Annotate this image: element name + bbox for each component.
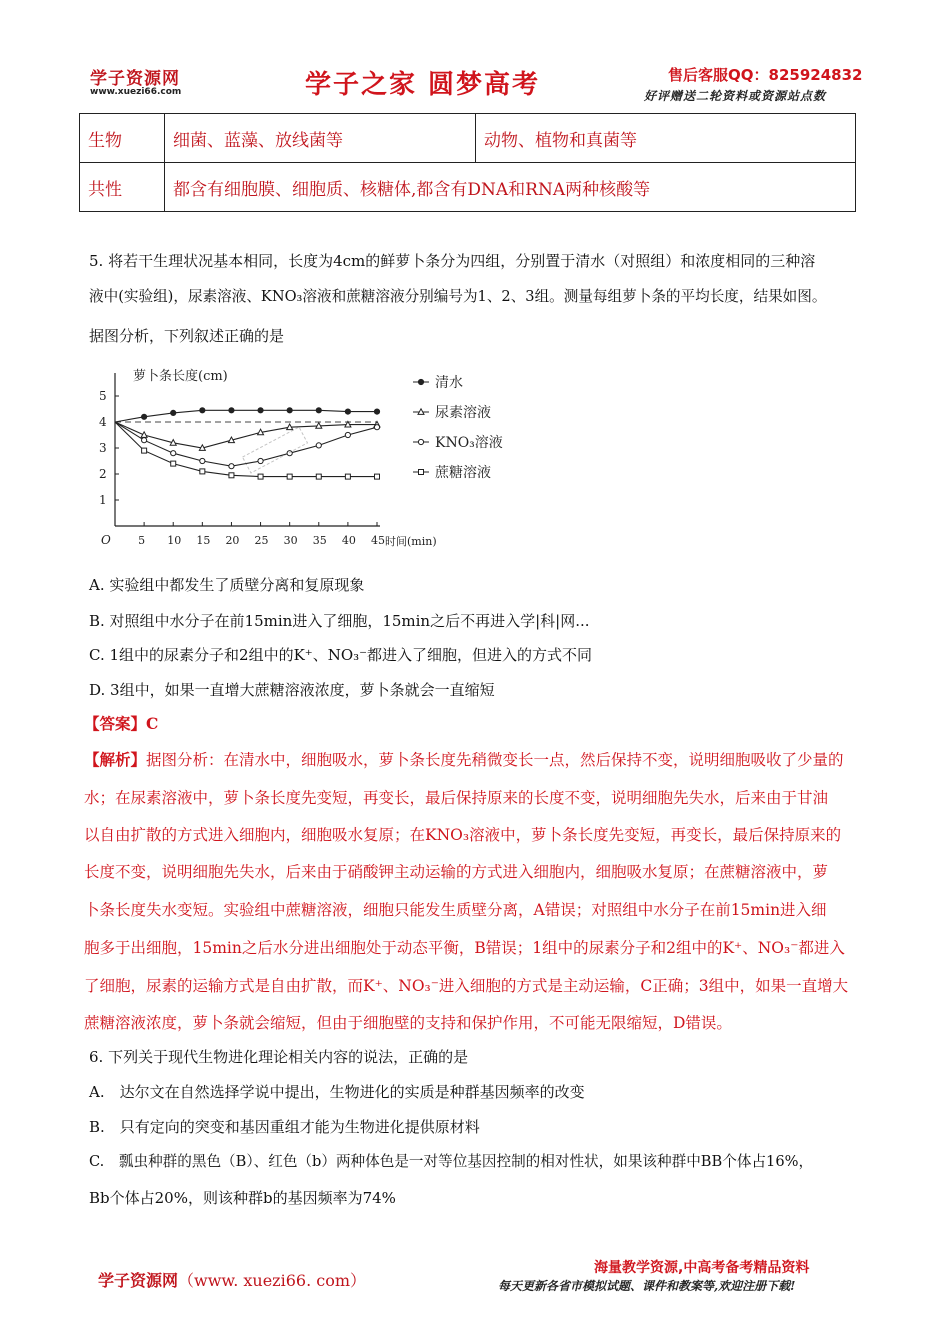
data-point [200, 408, 205, 413]
explanation-line: 长度不变，说明细胞先失水，后来由于硝酸钾主动运输的方式进入细胞内，细胞吸水复原；在蔗糖溶液中，萝 [84, 863, 829, 881]
footer-note: 每天更新各省市模拟试题、课件和教案等,欢迎注册下载! [498, 1279, 796, 1293]
y-tick-label: 5 [99, 389, 107, 403]
y-tick-label: 4 [99, 415, 107, 429]
legend-label: 尿素溶液 [435, 405, 491, 421]
data-point [374, 409, 379, 414]
q5-option-a: A. 实验组中都发生了质壁分离和复原现象 [89, 576, 365, 594]
table-row [80, 114, 856, 163]
header-logo-url: www.xuezi66.com [90, 87, 182, 97]
legend-label: 清水 [435, 375, 463, 391]
x-tick-label: 5 [138, 534, 146, 547]
data-point [316, 408, 321, 413]
explanation-line: 以自由扩散的方式进入细胞内，细胞吸水复原；在KNO₃溶液中，萝卜条长度先变短，再变长，最后保持原来的 [84, 826, 842, 844]
q5-option-b: B. 对照组中水分子在前15min进入了细胞，15min之后不再进入学|科|网... [89, 612, 590, 630]
footer-url: （www. xuezi66. com） [178, 1271, 367, 1290]
explanation-line: 胞多于出细胞，15min之后水分进出细胞处于动态平衡，B错误；1组中的尿素分子和2组中的K⁺、NO₃⁻都进入 [84, 939, 845, 957]
data-point [229, 464, 234, 469]
x-tick-label: 45 [371, 534, 385, 547]
data-point [200, 469, 205, 474]
legend-marker [418, 439, 423, 444]
series-line [115, 422, 377, 448]
footer-logo-title: 学子资源网 [98, 1271, 179, 1290]
explanation-line: 蔗糖溶液浓度，萝卜条就会缩短，但由于细胞壁的支持和保护作用，不可能无限缩短，D错误。 [84, 1014, 732, 1032]
legend-marker [419, 470, 424, 475]
length-chart [95, 355, 545, 555]
table-cell: 都含有细胞膜、细胞质、核糖体,都含有DNA和RNA两种核酸等 [165, 163, 856, 212]
q6-option-c-cont: Bb个体占20%，则该种群b的基因频率为74% [89, 1189, 396, 1207]
header-note: 好评赠送二轮资料或资源站点数 [644, 89, 827, 103]
series-line [115, 422, 377, 466]
legend-marker [418, 379, 423, 384]
data-point [200, 458, 205, 463]
footer-tagline: 海量教学资源,中高考备考精品资料 [594, 1260, 810, 1276]
data-point [316, 443, 321, 448]
q5-stem-line: 液中(实验组)，尿素溶液、KNO₃溶液和蔗糖溶液分别编号为1、2、3组。测量每组萝卜条的平均长度，结果如图。 [89, 288, 827, 305]
q5-stem-line: 5. 将若干生理状况基本相同，长度为4cm的鲜萝卜条分为四组，分别置于清水（对照组）和浓度相同的三种溶 [89, 252, 816, 270]
chart-xlabel: 时间(min) [385, 535, 437, 548]
y-tick-label: 3 [99, 441, 107, 455]
data-point [229, 473, 234, 478]
table-cell: 动物、植物和真菌等 [476, 114, 856, 163]
q5-explanation [84, 750, 874, 770]
chart-ylabel: 萝卜条长度(cm) [133, 369, 228, 384]
q6-option-c: C. 瓢虫种群的黑色（B）、红色（b）两种体色是一对等位基因控制的相对性状，如果该种群中BB个体占16%， [89, 1153, 814, 1170]
data-point [345, 409, 350, 414]
data-point [287, 408, 292, 413]
x-tick-label: 40 [341, 534, 356, 547]
data-point [316, 474, 321, 479]
x-tick-label: 35 [312, 534, 327, 547]
header-slogan: 学子之家 圆梦高考 [305, 70, 541, 100]
x-tick-label: 30 [283, 534, 298, 547]
data-point [258, 408, 263, 413]
q6-stem: 6. 下列关于现代生物进化理论相关内容的说法，正确的是 [89, 1048, 469, 1066]
q6-option-a: A. 达尔文在自然选择学说中提出，生物进化的实质是种群基因频率的改变 [89, 1083, 585, 1101]
legend-label: KNO₃溶液 [435, 435, 503, 451]
table-cell: 生物 [80, 114, 165, 163]
q5-answer: 【答案】C [84, 714, 159, 733]
x-tick-label: 15 [196, 534, 211, 547]
data-point [287, 474, 292, 479]
q6-option-b: B. 只有定向的突变和基因重组才能为生物进化提供原材料 [89, 1118, 480, 1136]
y-tick-label: 2 [99, 467, 107, 481]
data-point [142, 414, 147, 419]
comparison-table [79, 113, 856, 212]
data-point [258, 458, 263, 463]
data-point [142, 448, 147, 453]
legend-label: 蔗糖溶液 [435, 465, 491, 481]
y-tick-label: 1 [99, 493, 107, 507]
table-cell: 细菌、蓝藻、放线菌等 [165, 114, 476, 163]
data-point [345, 474, 350, 479]
data-point [171, 410, 176, 415]
x-tick-label: 20 [225, 534, 240, 547]
data-point [171, 461, 176, 466]
explanation-line: 据图分析：在清水中，细胞吸水，萝卜条长度先稍微变长一点，然后保持不变，说明细胞吸收了少量的 [146, 751, 844, 769]
explanation-tag: 【解析】 [84, 750, 147, 769]
q5-stem-line: 据图分析，下列叙述正确的是 [89, 327, 285, 345]
explanation-line: 了细胞，尿素的运输方式是自由扩散，而K⁺、NO₃⁻进入细胞的方式是主动运输，C正确；3组中，如果一直增大 [84, 977, 849, 995]
table-cell: 共性 [80, 163, 165, 212]
origin-label: O [101, 533, 111, 547]
data-point [142, 438, 147, 443]
q5-option-d: D. 3组中，如果一直增大蔗糖溶液浓度，萝卜条就会一直缩短 [89, 681, 495, 699]
header-qq: 售后客服QQ：825924832 [668, 66, 863, 84]
footer-left [98, 1268, 366, 1291]
data-point [345, 432, 350, 437]
series-line [115, 422, 377, 477]
data-point [374, 425, 379, 430]
explanation-line: 卜条长度失水变短。实验组中蔗糖溶液，细胞只能发生质壁分离，A错误；对照组中水分子在前15min进入细 [84, 901, 827, 919]
q5-option-c: C. 1组中的尿素分子和2组中的K⁺、NO₃⁻都进入了细胞，但进入的方式不同 [89, 646, 593, 664]
data-point [229, 408, 234, 413]
watermark [243, 427, 308, 473]
series-line [115, 410, 377, 422]
data-point [171, 451, 176, 456]
explanation-line: 水；在尿素溶液中，萝卜条长度先变短，再变长，最后保持原来的长度不变，说明细胞先失水，后来由于甘油 [84, 789, 829, 807]
data-point [375, 474, 380, 479]
x-tick-label: 10 [167, 534, 182, 547]
x-tick-label: 25 [254, 534, 269, 547]
header-logo-title: 学子资源网 [90, 69, 180, 89]
table-row [80, 163, 856, 212]
data-point [258, 474, 263, 479]
